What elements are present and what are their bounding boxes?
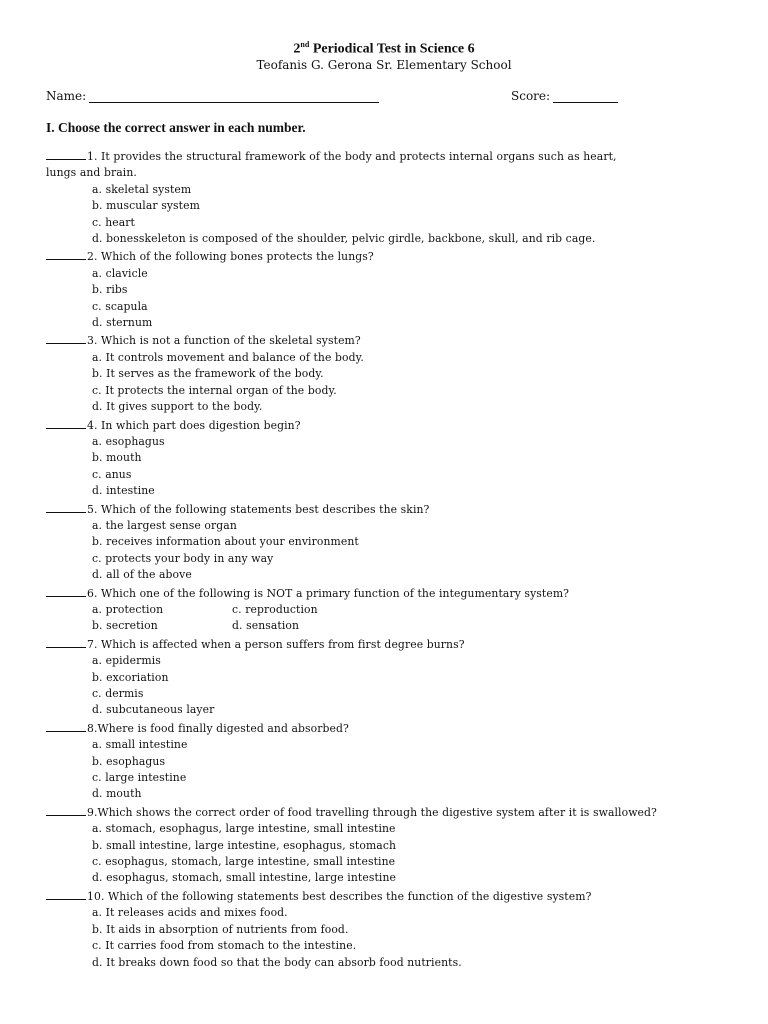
answer-option: d. all of the above: [92, 568, 192, 582]
answer-blank[interactable]: [46, 147, 86, 160]
question-stem: [46, 247, 746, 265]
question-stem: [46, 719, 746, 737]
question-text: Which shows the correct order of food travelling through the digestive system after it is swallowed?: [97, 805, 657, 819]
question-number: 2.: [87, 250, 102, 264]
answer-option: d. intestine: [92, 484, 155, 498]
name-label: Name:: [46, 89, 87, 103]
question-number: 4.: [87, 418, 102, 432]
question-number: 7.: [87, 637, 102, 651]
answer-option: b. esophagus: [92, 754, 166, 768]
question-text: Which is not a function of the skeletal system?: [101, 334, 361, 348]
answer-blank[interactable]: [46, 331, 86, 344]
answer-option: a. epidermis: [92, 654, 161, 668]
answer-option: c. scapula: [92, 299, 148, 313]
question-stem: [46, 803, 746, 821]
answer-option: a. skeletal system: [92, 182, 192, 196]
answer-option: d. It breaks down food so that the body can absorb food nutrients.: [92, 955, 462, 969]
question-text-continued: lungs and brain.: [46, 166, 137, 180]
answer-option: c. It protects the internal organ of the body.: [92, 383, 337, 397]
answer-option: d. It gives support to the body.: [92, 400, 263, 414]
question-text: Which of the following bones protects the lungs?: [101, 250, 374, 264]
score-label: Score:: [511, 89, 551, 103]
question-text: Which of the following statements best describes the function of the digestive system?: [108, 889, 592, 903]
answer-option: b. excoriation: [92, 670, 169, 684]
question-stem: [46, 887, 746, 905]
question-stem: [46, 500, 746, 518]
answer-option: b. receives information about your environment: [92, 535, 359, 549]
answer-blank[interactable]: [46, 416, 86, 429]
answer-option: d. sternum: [92, 316, 153, 330]
answer-option: b. muscular system: [92, 199, 200, 213]
question-text: Which is affected when a person suffers from first degree burns?: [101, 637, 465, 651]
question-stem: [46, 331, 746, 349]
question-stem: [46, 635, 746, 653]
answer-option: c. dermis: [92, 687, 144, 700]
answer-blank[interactable]: [46, 803, 86, 816]
name-field: [46, 89, 379, 103]
answer-option: a. It releases acids and mixes food.: [92, 906, 288, 920]
answer-option-row: [46, 618, 746, 634]
answer-option: a. clavicle: [92, 266, 148, 280]
answer-blank[interactable]: [46, 247, 86, 260]
question-text: Where is food finally digested and absorbed?: [97, 721, 349, 735]
question-text: In which part does digestion begin?: [101, 418, 301, 432]
question-number: 10.: [87, 889, 109, 903]
answer-option: c. protects your body in any way: [92, 551, 274, 565]
title-superscript: nd: [300, 40, 310, 49]
question-stem: [46, 147, 746, 165]
question-number: 9.: [87, 805, 98, 819]
answer-option: b. mouth: [92, 451, 142, 465]
answer-option: d. sensation: [232, 619, 300, 633]
section-title: I. Choose the correct answer in each number.: [46, 120, 306, 135]
answer-option: c. reproduction: [232, 602, 318, 616]
answer-option: b. ribs: [92, 283, 128, 297]
question-number: 5.: [87, 502, 102, 516]
answer-option: c. It carries food from stomach to the intestine.: [92, 939, 357, 953]
question-text: Which of the following statements best describes the skin?: [101, 502, 430, 516]
question-text: It provides the structural framework of the body and protects internal organs such as heart,: [101, 150, 617, 163]
answer-blank[interactable]: [46, 500, 86, 513]
answer-option: a. the largest sense organ: [92, 518, 237, 532]
answer-option: c. esophagus, stomach, large intestine, small intestine: [92, 855, 396, 869]
answer-option: b. small intestine, large intestine, esophagus, stomach: [92, 838, 397, 852]
question-list: [46, 147, 746, 971]
answer-option: a. protection: [92, 602, 164, 616]
question-number: 8.: [87, 721, 98, 735]
answer-option: d. esophagus, stomach, small intestine, large intestine: [92, 871, 397, 885]
question-text: Which one of the following is NOT a primary function of the integumentary system?: [101, 586, 570, 600]
answer-blank[interactable]: [46, 635, 86, 648]
score-blank-line[interactable]: [553, 90, 618, 103]
answer-blank[interactable]: [46, 719, 86, 732]
answer-option: a. esophagus: [92, 434, 165, 448]
answer-option: a. stomach, esophagus, large intestine, small intestine: [92, 822, 396, 836]
page-title: [0, 40, 768, 58]
answer-option: d. bonesskeleton is composed of the shoulder, pelvic girdle, backbone, skull, and rib cage.: [92, 232, 596, 246]
question-stem: [46, 416, 746, 434]
answer-blank[interactable]: [46, 584, 86, 597]
answer-option: a. small intestine: [92, 738, 188, 752]
title-number: 2: [293, 41, 301, 57]
answer-option: b. secretion: [92, 619, 158, 633]
question-number: 6.: [87, 586, 102, 600]
name-blank-line[interactable]: [89, 90, 379, 103]
answer-option: b. It serves as the framework of the body.: [92, 367, 324, 381]
question-number: 3.: [87, 334, 102, 348]
question-stem: [46, 584, 746, 602]
school-name: Teofanis G. Gerona Sr. Elementary School: [256, 58, 512, 72]
score-field: [511, 89, 618, 103]
question-number: 1.: [87, 150, 102, 163]
answer-option: a. It controls movement and balance of the body.: [92, 350, 364, 364]
title-text: Periodical Test in Science 6: [309, 41, 475, 57]
answer-option: d. subcutaneous layer: [92, 703, 215, 717]
answer-option-row: [46, 602, 746, 618]
answer-option: c. heart: [92, 215, 135, 229]
answer-blank[interactable]: [46, 887, 86, 900]
answer-option: d. mouth: [92, 787, 142, 801]
answer-option: b. It aids in absorption of nutrients from food.: [92, 922, 349, 936]
answer-option: c. anus: [92, 467, 132, 481]
answer-option: c. large intestine: [92, 771, 187, 785]
